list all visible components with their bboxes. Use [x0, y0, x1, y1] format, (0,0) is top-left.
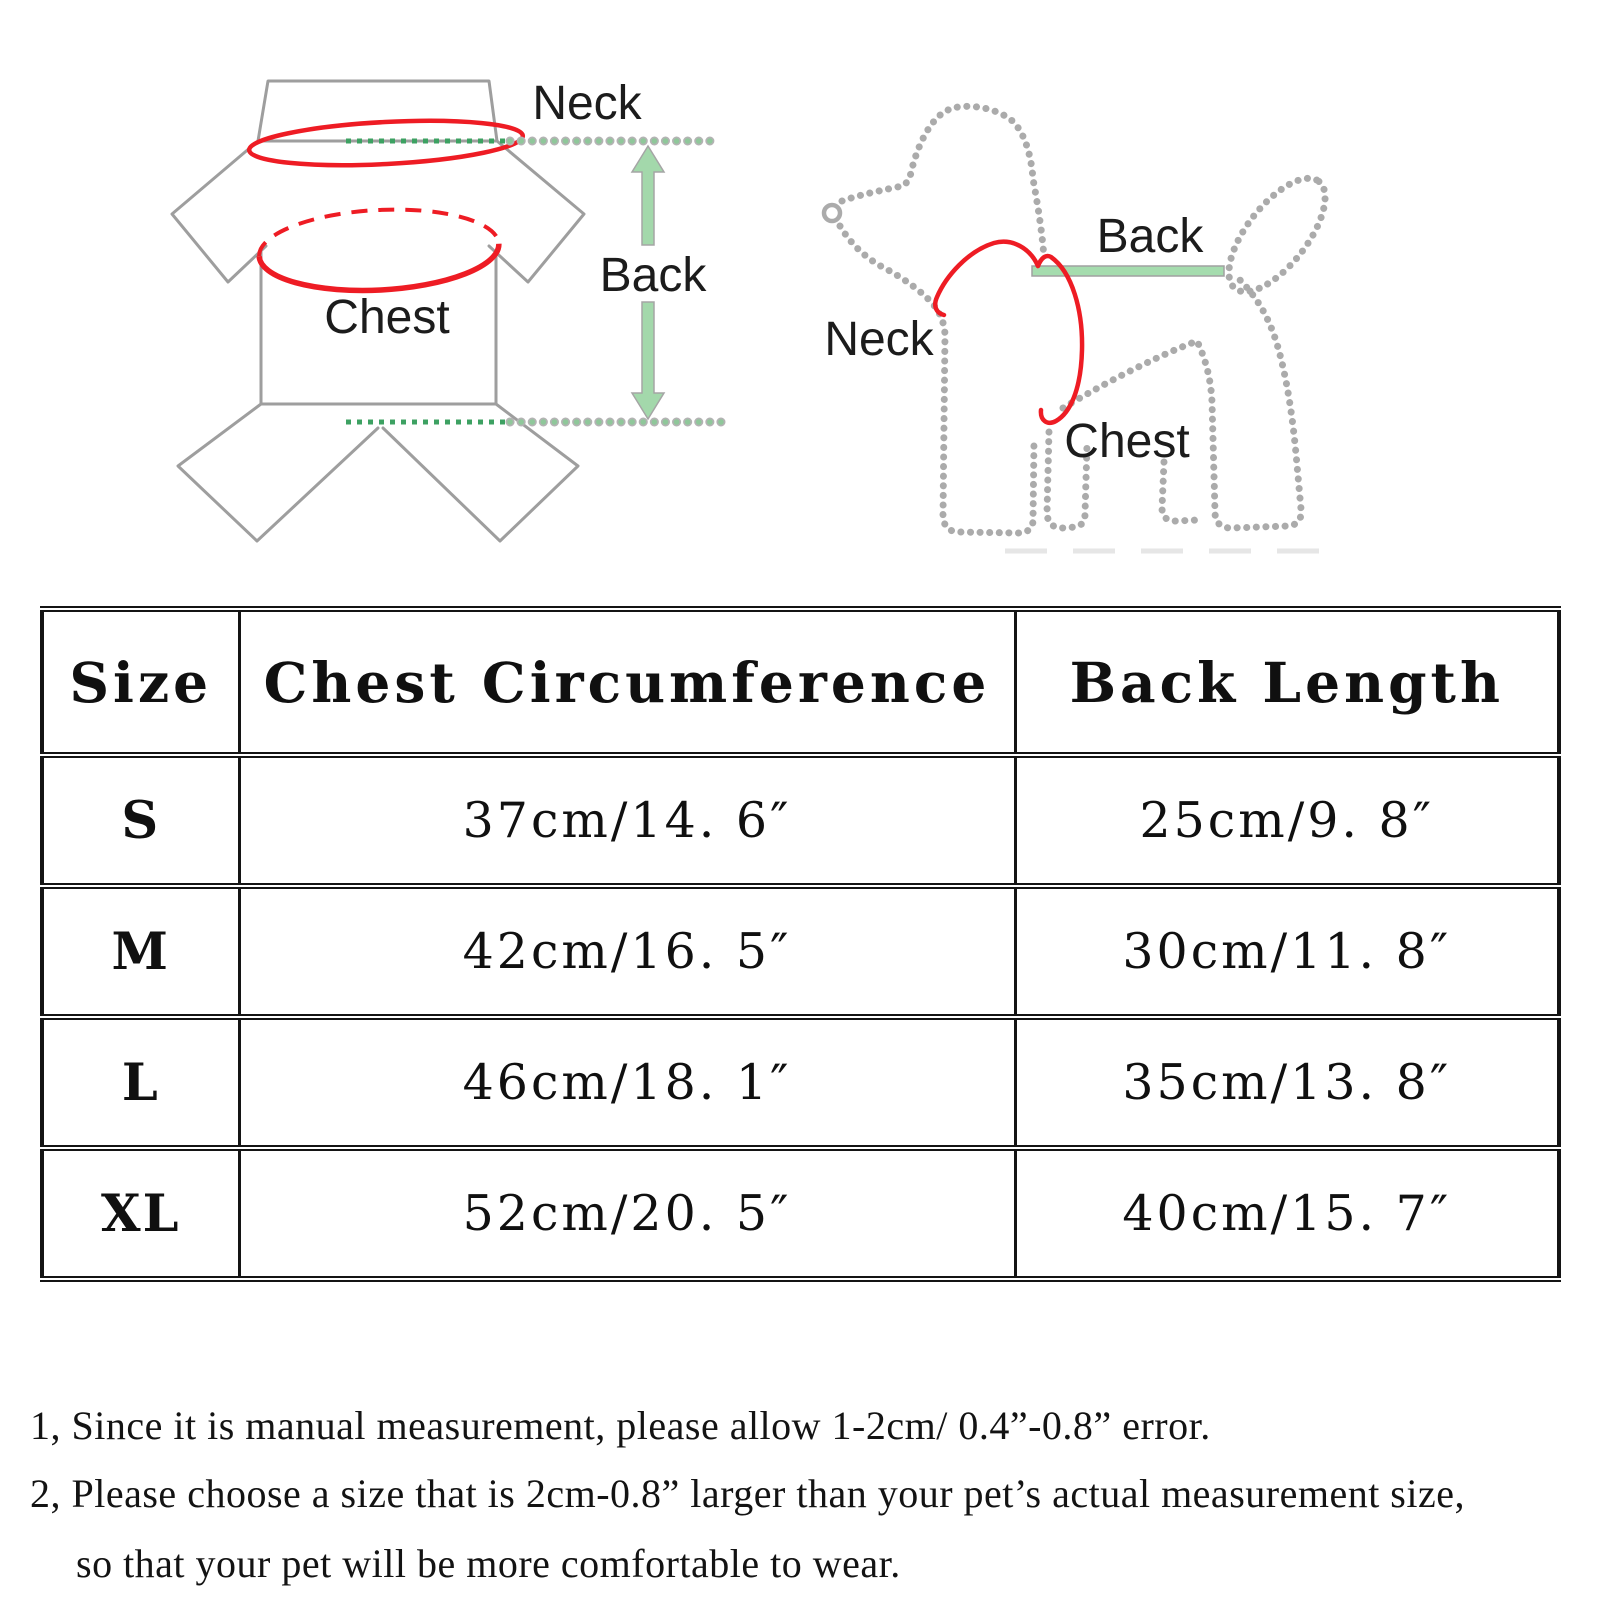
back-cell: 30cm/11. 8″: [1015, 886, 1559, 1017]
garment-neck-label: Neck: [532, 77, 642, 130]
note-line-3: so that your pet will be more comfortable to wear.: [76, 1541, 901, 1586]
table-row: [42, 1148, 1559, 1279]
header-chest-circumference: Chest Circumference: [239, 609, 1015, 755]
back-arrow-down: [632, 302, 664, 419]
note-line-2: 2, Please choose a size that is 2cm-0.8” larger than your pet’s actual measurement size,: [30, 1471, 1465, 1516]
dog-neck-label: Neck: [824, 313, 934, 366]
garment-left-sleeve: [172, 141, 266, 282]
chest-cell: 46cm/18. 1″: [239, 1017, 1015, 1148]
dog-jaw-frontleg-outline: [840, 226, 1034, 533]
garment-back-label: Back: [599, 249, 707, 302]
dog-neck-measure-curve: [935, 242, 1038, 315]
size-table: [40, 606, 1561, 1282]
dog-belly-rearleg-outline: [1063, 278, 1301, 528]
table-row: [42, 886, 1559, 1017]
dog-chest-label: Chest: [1064, 415, 1190, 468]
dog-tail: [1211, 163, 1342, 307]
dog-far-rear-foot: [1162, 462, 1198, 521]
header-back-length: Back Length: [1015, 609, 1559, 755]
dog-head-ear-outline: [842, 106, 1044, 257]
back-cell: 25cm/9. 8″: [1015, 755, 1559, 886]
back-cell: 40cm/15. 7″: [1015, 1148, 1559, 1279]
back-cell: 35cm/13. 8″: [1015, 1017, 1559, 1148]
chest-cell: 52cm/20. 5″: [239, 1148, 1015, 1279]
garment-chest-label: Chest: [324, 291, 450, 344]
size-cell: M: [42, 886, 239, 1017]
dog-nose: [824, 205, 840, 221]
chest-cell: 37cm/14. 6″: [239, 755, 1015, 886]
dog-back-label: Back: [1096, 210, 1204, 263]
back-arrow-up: [632, 146, 664, 245]
garment-left-leg: [178, 404, 378, 541]
dog-chest-measure-curve: [1038, 256, 1082, 423]
measurement-diagrams: [0, 0, 1601, 600]
table-header-row: [42, 609, 1559, 755]
note-line-1: 1, Since it is manual measurement, please allow 1-2cm/ 0.4”-0.8” error.: [30, 1403, 1211, 1448]
header-size: Size: [42, 609, 239, 755]
table-row: [42, 755, 1559, 886]
chest-cell: 42cm/16. 5″: [239, 886, 1015, 1017]
table-row: [42, 1017, 1559, 1148]
size-cell: XL: [42, 1148, 239, 1279]
garment-right-sleeve: [489, 141, 584, 282]
size-cell: S: [42, 755, 239, 886]
garment-right-leg: [383, 404, 578, 541]
size-cell: L: [42, 1017, 239, 1148]
